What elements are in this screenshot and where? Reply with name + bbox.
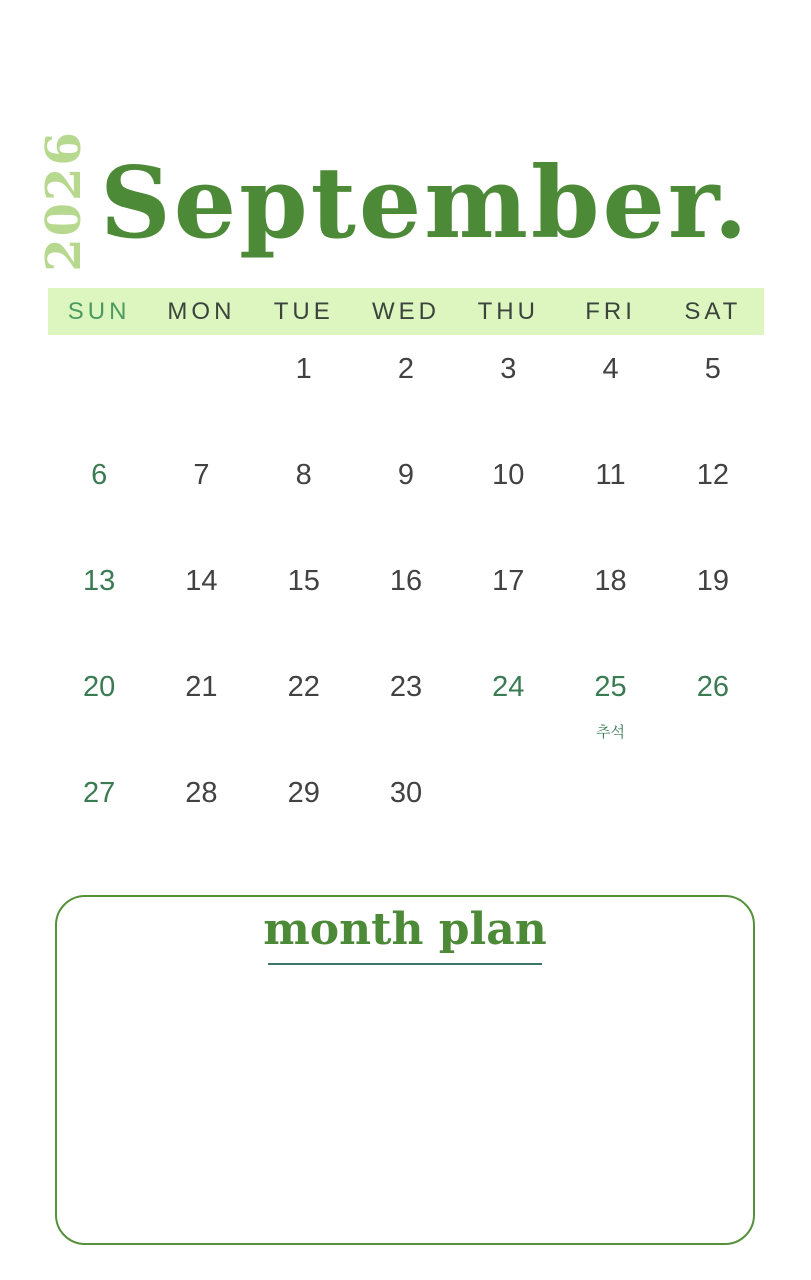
date-number: 19 (696, 565, 729, 597)
date-number: 6 (91, 459, 108, 491)
date-number: 14 (185, 565, 218, 597)
date-number: 7 (193, 459, 210, 491)
holiday-label: 추석 (596, 724, 626, 741)
date-number: 17 (492, 565, 525, 597)
date-number: 18 (594, 565, 627, 597)
calendar-cell-18 (559, 546, 661, 652)
date-number: 25 (594, 671, 627, 703)
calendar-cell-28 (150, 758, 252, 864)
calendar-cell-14 (150, 546, 252, 652)
calendar-cell-26 (662, 652, 764, 758)
weekday-label-wed: WED (371, 297, 440, 325)
date-number: 3 (500, 353, 517, 385)
calendar-cell-2 (355, 334, 457, 440)
calendar-cell-22 (253, 652, 355, 758)
date-number: 1 (295, 353, 312, 385)
weekday-header (48, 288, 764, 335)
date-number: 30 (389, 777, 423, 809)
date-number: 15 (287, 565, 320, 597)
calendar-cell-9 (355, 440, 457, 546)
calendar-cell-20 (48, 652, 150, 758)
calendar-cell-6 (48, 440, 150, 546)
date-number: 8 (295, 459, 312, 491)
year-label: 2026 (36, 130, 92, 272)
calendar-cell-15 (253, 546, 355, 652)
calendar-cell-empty (457, 758, 559, 864)
weekday-label-tue: TUE (273, 297, 334, 325)
date-number: 20 (83, 671, 116, 703)
calendar-cell-12 (662, 440, 764, 546)
calendar-cell-25 (559, 652, 661, 758)
calendar-cell-4 (559, 334, 661, 440)
calendar-cell-3 (457, 334, 559, 440)
date-number: 2 (397, 353, 415, 385)
calendar-cell-13 (48, 546, 150, 652)
calendar-cell-23 (355, 652, 457, 758)
calendar-cell-27 (48, 758, 150, 864)
month-title: September. (100, 146, 751, 261)
calendar-cell-24 (457, 652, 559, 758)
calendar-cell-17 (457, 546, 559, 652)
calendar-grid (48, 334, 764, 864)
date-number: 13 (83, 565, 116, 597)
date-number: 27 (83, 777, 116, 809)
date-number: 28 (185, 777, 218, 809)
weekday-label-sat: SAT (684, 297, 742, 325)
calendar-cell-empty (48, 334, 150, 440)
date-number: 5 (704, 353, 721, 385)
calendar-cell-5 (662, 334, 764, 440)
month-plan-box (55, 895, 755, 1245)
calendar-cell-30 (355, 758, 457, 864)
weekday-label-sun: SUN (67, 297, 131, 325)
calendar-cell-16 (355, 546, 457, 652)
date-number: 21 (185, 671, 218, 703)
date-number: 12 (696, 459, 729, 491)
date-number: 11 (595, 459, 626, 491)
calendar-cell-empty (662, 758, 764, 864)
calendar-cell-empty (559, 758, 661, 864)
weekday-label-fri: FRI (585, 297, 636, 325)
date-number: 24 (492, 671, 525, 703)
month-plan-title: month plan (263, 904, 547, 955)
calendar-cell-19 (662, 546, 764, 652)
date-number: 4 (602, 353, 619, 385)
calendar-cell-29 (253, 758, 355, 864)
calendar-cell-7 (150, 440, 252, 546)
calendar-cell-empty (150, 334, 252, 440)
weekday-label-mon: MON (167, 297, 236, 325)
calendar-cell-8 (253, 440, 355, 546)
date-number: 9 (397, 459, 415, 491)
date-number: 23 (389, 671, 423, 703)
weekday-label-thu: THU (477, 297, 539, 325)
month-plan-underline (268, 963, 542, 965)
date-number: 26 (696, 671, 729, 703)
calendar-cell-21 (150, 652, 252, 758)
date-number: 29 (287, 777, 320, 809)
calendar-cell-11 (559, 440, 661, 546)
date-number: 22 (287, 671, 320, 703)
date-number: 16 (389, 565, 423, 597)
calendar-cell-1 (253, 334, 355, 440)
calendar-cell-10 (457, 440, 559, 546)
date-number: 10 (492, 459, 525, 491)
